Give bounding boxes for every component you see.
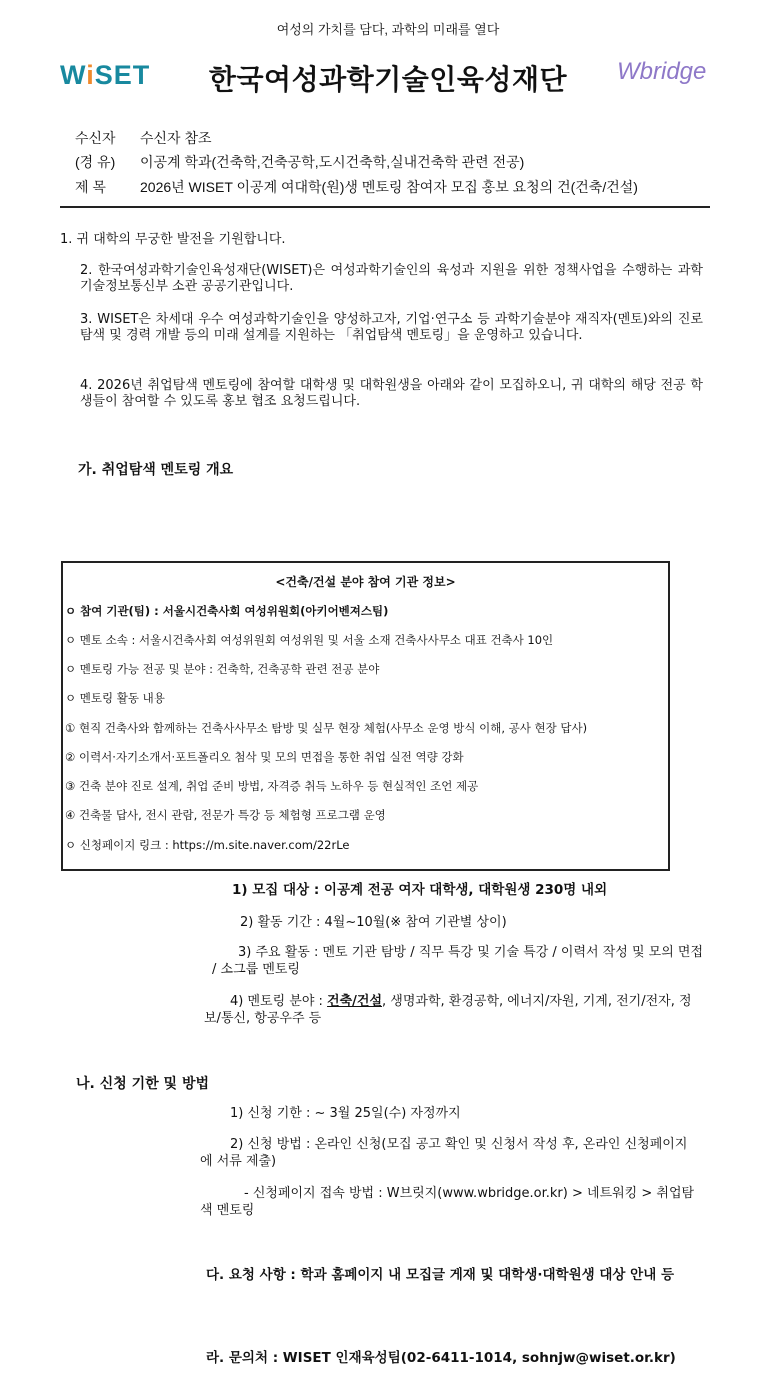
recipient-value: 수신자 참조 xyxy=(140,130,212,146)
paragraph-3: 3. WISET은 차세대 우수 여성과학기술인을 양성하고자, 기업·연구소 등 과학기술분야 재직자(멘토)와의 진로 탐색 및 경력 개발 등의 미래 설계를 지원하는 「취업탐색 멘토링」을 운영하고 있습니다. xyxy=(80,312,703,343)
paragraph-2: 2. 한국여성과학기술인육성재단(WISET)은 여성과학기술인의 육성과 지원을 위한 정책사업을 수행하는 과학기술정보통신부 소관 공공기관입니다. xyxy=(80,263,703,294)
a-item-2: 2) 활동 기간 : 4월~10월(※ 참여 기관별 상이) xyxy=(240,915,507,930)
wiset-logo-i: i xyxy=(86,60,95,90)
org-title: 한국여성과학기술인육성재단 xyxy=(208,63,568,96)
b-item-1: 1) 신청 기한 : ~ 3월 25일(수) 자정까지 xyxy=(230,1106,461,1121)
via-value: 이공계 학과(건축학,건축공학,도시건축학,실내건축학 관련 전공) xyxy=(140,154,525,170)
paragraph-4: 4. 2026년 취업탐색 멘토링에 참여할 대학생 및 대학원생을 아래와 같이 모집하오니, 귀 대학의 해당 전공 학생들이 참여할 수 있도록 홍보 협조 요청드립니다. xyxy=(80,378,703,409)
box-line-mentor: ㅇ 멘토 소속 : 서울시건축사회 여성위원회 여성위원 및 서울 소재 건축사사무소 대표 건축사 10인 xyxy=(65,633,554,647)
box-line-major: ㅇ 멘토링 가능 전공 및 분야 : 건축학, 건축공학 관련 전공 분야 xyxy=(65,662,380,676)
header-divider xyxy=(60,206,710,208)
box-line-activity-2: ② 이력서·자기소개서·포트폴리오 첨삭 및 모의 면접을 통한 취업 실전 역량 강화 xyxy=(65,750,464,764)
wiset-logo xyxy=(60,60,150,91)
box-line-activity-3: ③ 건축 분야 진로 설계, 취업 준비 방법, 자격증 취득 노하우 등 현실적인 조언 제공 xyxy=(65,779,479,793)
section-a-title: 가. 취업탐색 멘토링 개요 xyxy=(78,462,234,478)
via-label: (경 유) xyxy=(75,154,116,170)
a-item-4 xyxy=(204,993,698,1027)
wbridge-logo: Wbridge xyxy=(617,58,707,85)
b-item-2: 2) 신청 방법 : 온라인 신청(모집 공고 확인 및 신청서 작성 후, 온라인 신청페이지에 서류 제출) xyxy=(200,1137,688,1169)
wiset-logo-w: W xyxy=(60,60,87,90)
a-item-4-prefix: 4) 멘토링 분야 : xyxy=(230,994,328,1009)
subject-label: 제 목 xyxy=(75,179,106,195)
box-line-link: ㅇ 신청페이지 링크 : https://m.site.naver.com/22rLe xyxy=(65,838,350,852)
section-d-text: 라. 문의처 : WISET 인재육성팀(02-6411-1014, sohnjw@wiset.or.kr) xyxy=(206,1350,676,1366)
section-c-text: 다. 요청 사항 : 학과 홈페이지 내 모집글 게재 및 대학생·대학원생 대상 안내 등 xyxy=(206,1267,674,1283)
section-b-title: 나. 신청 기한 및 방법 xyxy=(76,1076,210,1092)
paragraph-1: 1. 귀 대학의 무궁한 발전을 기원합니다. xyxy=(60,232,286,247)
a-item-1: 1) 모집 대상 : 이공계 전공 여자 대학생, 대학원생 230명 내외 xyxy=(232,882,608,898)
a-item-3: 3) 주요 활동 : 멘토 기관 탐방 / 직무 특강 및 기술 특강 / 이력서 작성 및 모의 면접 / 소그룹 멘토링 xyxy=(212,945,704,977)
wiset-logo-set: SET xyxy=(94,60,151,90)
b-item-3: - 신청페이지 접속 방법 : W브릿지(www.wbridge.or.kr) > 네트워킹 > 취업탐색 멘토링 xyxy=(200,1186,695,1218)
recipient-label: 수신자 xyxy=(75,130,116,146)
subject-value: 2026년 WISET 이공계 여대학(원)생 멘토링 참여자 모집 홍보 요청의 건(건축/건설) xyxy=(140,179,638,195)
box-line-activity-1: ① 현직 건축사와 함께하는 건축사사무소 탐방 및 실무 현장 체험(사무소 운영 방식 이해, 공사 현장 답사) xyxy=(65,721,588,735)
org-info-box-title: <건축/건설 분야 참여 기관 정보> xyxy=(275,575,456,589)
slogan: 여성의 가치를 담다, 과학의 미래를 열다 xyxy=(276,22,500,37)
box-line-activity: ㅇ 멘토링 활동 내용 xyxy=(65,691,165,705)
a-item-4-highlight: 건축/건설 xyxy=(327,994,383,1009)
box-line-activity-4: ④ 건축물 답사, 전시 관람, 전문가 특강 등 체험형 프로그램 운영 xyxy=(65,808,386,822)
a-item-4-suffix: , 생명과학, 환경공학, 에너지/자원, 기계, 전기/전자, 정보/통신, 항공우주 등 xyxy=(204,994,692,1026)
box-line-org: ㅇ 참여 기관(팀) : 서울시건축사회 여성위원회(아키어벤져스팀) xyxy=(65,604,389,618)
